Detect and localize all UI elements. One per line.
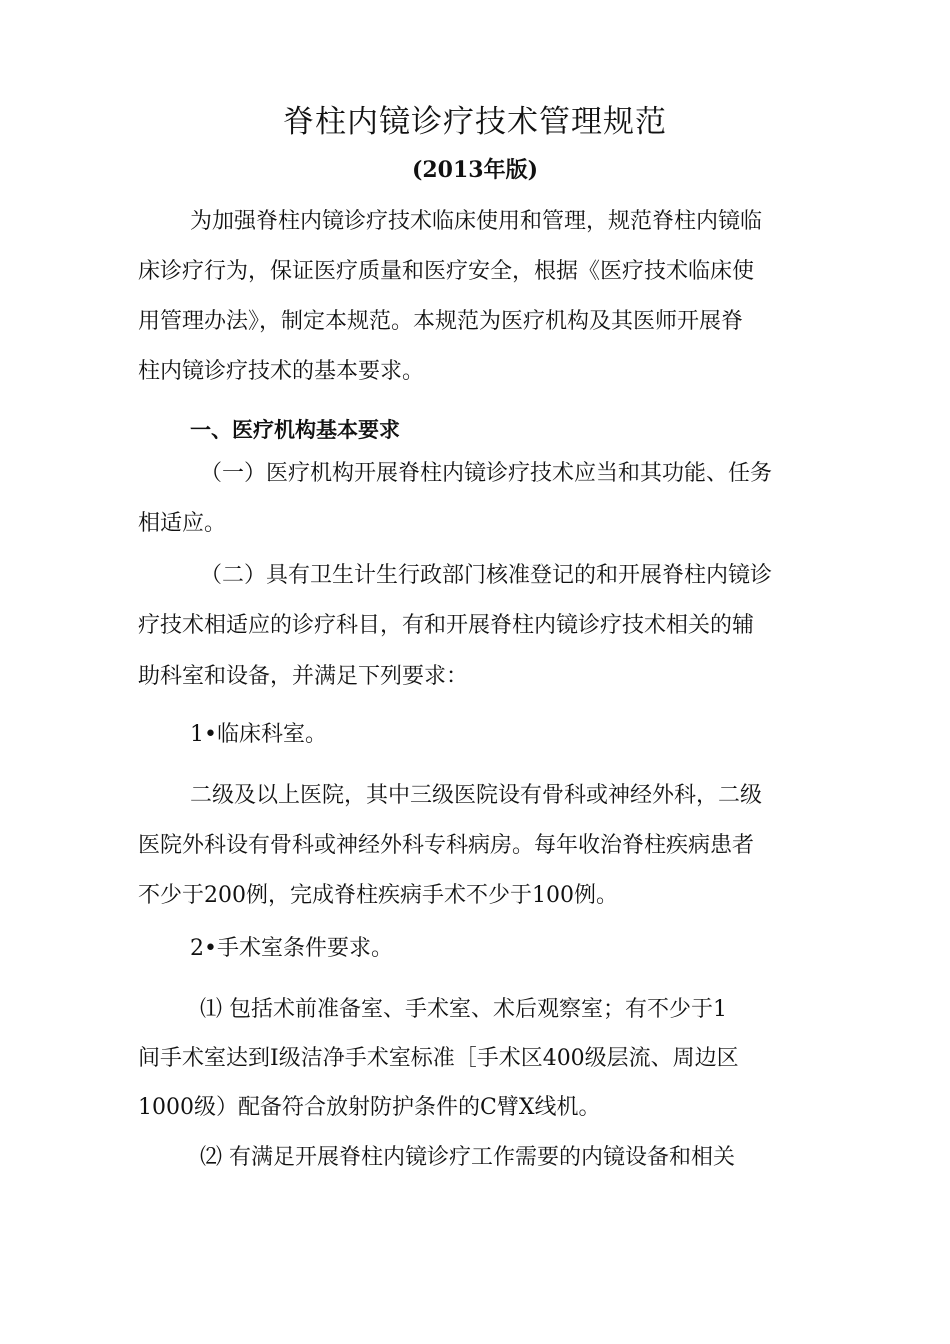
paragraph-line: 间手术室达到I级洁净手术室标准［手术区400级层流、周边区	[138, 1046, 739, 1071]
paragraph-line: 床诊疗行为，保证医疗质量和医疗安全，根据《医疗技术临床使	[138, 259, 755, 284]
paragraph-line: ⑴ 包括术前准备室、手术室、术后观察室；有不少于1	[200, 997, 727, 1022]
paragraph-line: 柱内镜诊疗技术的基本要求。	[138, 359, 425, 384]
section-heading: 一、医疗机构基本要求	[190, 418, 400, 442]
paragraph-line: 疗技术相适应的诊疗科目，有和开展脊柱内镜诊疗技术相关的辅	[138, 613, 755, 638]
paragraph-line: 为加强脊柱内镜诊疗技术临床使用和管理，规范脊柱内镜临	[190, 209, 763, 234]
paragraph-line: 二级及以上医院，其中三级医院设有骨科或神经外科，二级	[190, 783, 763, 808]
document-title: 脊柱内镜诊疗技术管理规范	[283, 104, 667, 140]
paragraph-line: （一）医疗机构开展脊柱内镜诊疗技术应当和其功能、任务	[200, 461, 773, 486]
paragraph-line: 助科室和设备，并满足下列要求：	[138, 664, 469, 689]
paragraph-line: 相适应。	[138, 511, 227, 536]
document-subtitle: (2013年版)	[411, 157, 539, 183]
paragraph-line: 1000级）配备符合放射防护条件的C臂X线机。	[138, 1095, 601, 1120]
paragraph-line: 用管理办法》，制定本规范。本规范为医疗机构及其医师开展脊	[138, 309, 744, 334]
paragraph-line: （二）具有卫生计生行政部门核准登记的和开展脊柱内镜诊	[200, 563, 773, 588]
paragraph-line: 医院外科设有骨科或神经外科专科病房。每年收治脊柱疾病患者	[138, 833, 755, 858]
paragraph-line: 不少于200例，完成脊柱疾病手术不少于100例。	[138, 883, 618, 908]
paragraph-line: ⑵ 有满足开展脊柱内镜诊疗工作需要的内镜设备和相关	[200, 1145, 735, 1170]
list-item-heading: 1•临床科室。	[190, 722, 327, 747]
list-item-heading: 2•手术室条件要求。	[190, 936, 393, 961]
